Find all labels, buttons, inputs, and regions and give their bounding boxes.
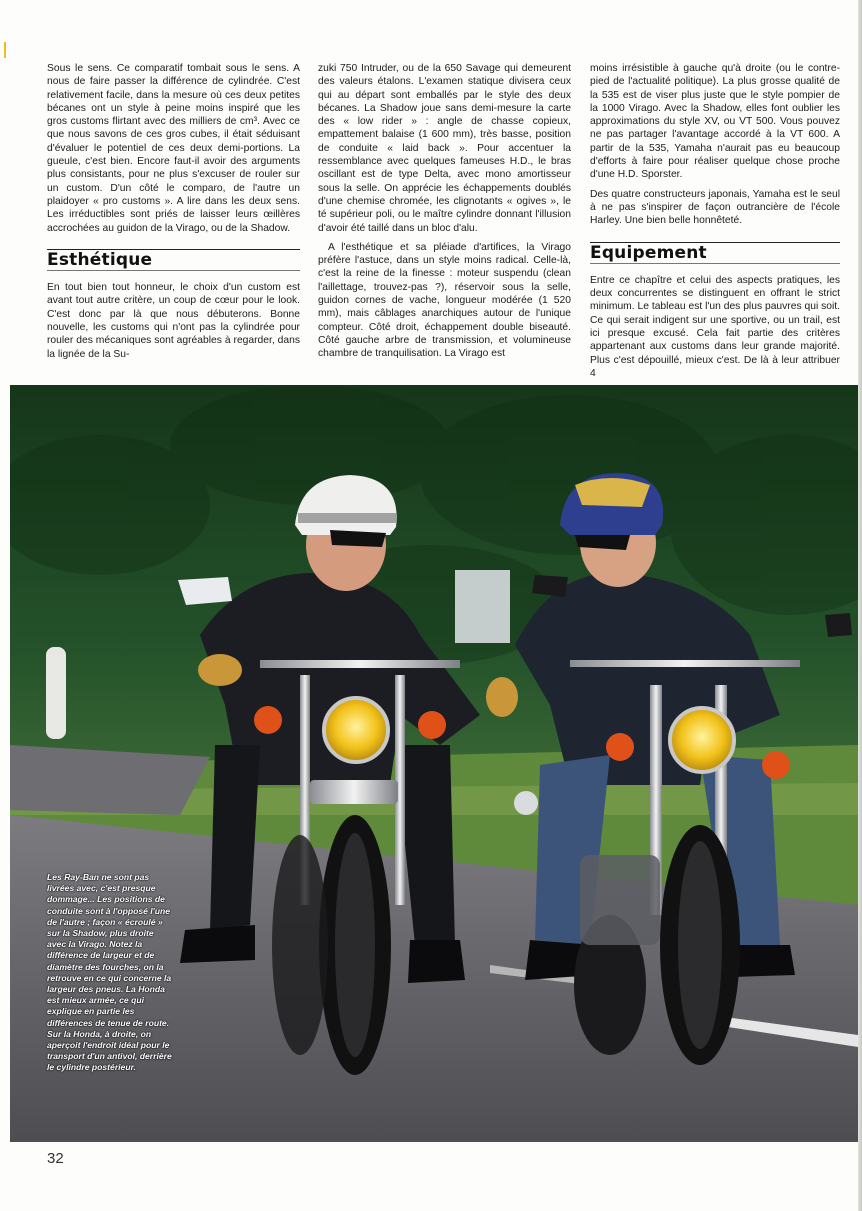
- heading-equipement: Equipement: [590, 242, 707, 263]
- section-heading-rule: [590, 242, 840, 264]
- column-2-paragraph-1: zuki 750 Intruder, ou de la 650 Savage qui demeurent des valeurs étalons. L'examen statique divisera ceux qui au départ sont emballés par le style des deux bécanes. La Shadow joue sans demi-mesure la carte des « low rider » : angle de chasse copieux, empattement balaise (1 600 mm), très basse, position de conduite « laid back ». Pour accentuer la ressemblance avec quelques fameuses H.D., le bras oscillant est de type Delta, avec mono amortisseur sous la selle. On apprécie les échappements doublés d'une chemise chromée, les clignotants « ogives », le té supérieur poli, ou le maître cylindre donnant l'illusion d'avoir été taillé dans un bloc d'alu.: [318, 63, 571, 234]
- column-3-paragraph-2: Des quatre constructeurs japonais, Yamaha est le seul à ne pas s'inspirer de façon outrancière de l'école Harley. Une bien belle honnêteté.: [590, 188, 840, 227]
- page-edge-shadow: [858, 0, 862, 1211]
- page-number: 32: [47, 1150, 64, 1167]
- column-3-paragraph-3: Entre ce chapître et celui des aspects pratiques, les deux concurrentes se distinguent en offrant le strict minimum. Le tableau est l'un des plus pauvres qui soit. Ce qui serait indigent sur une sportive, ou un trail, est ici presque excusé. Cela fait partie des critères appartenant aux customs dans leur grande majorité. Plus c'est dépouillé, mieux c'est. De là à leur attribuer 4: [590, 274, 840, 379]
- column-1-paragraph-2: En tout bien tout honneur, le choix d'un custom est avant tout autre critère, un coup de cœur pour le look. C'est donc par là que nous débuterons. Bonne nouvelle, les customs qui n'ont pas la cylindrée pour rouler des mécaniques sont agréables à regarder, dans la lignée de la Su-: [47, 282, 300, 360]
- column-3-paragraph-1: moins irrésistible à gauche qu'à droite (ou le contre-pied de l'actualité politique). La plus grosse qualité de la 535 est de viser plus juste que le style pompier de la 1000 Virago. Avec la Shadow, elles font oublier les approximations du style XV, ou VT 500. Vous pouvez ne pas partager l'avantage accordé à la VT 600. A partir de la 535, Yamaha n'aurait pas eu beaucoup d'efforts à faire pour réaliser quelque chose proche d'une H.D. Sporster.: [590, 63, 840, 181]
- column-2-paragraph-2: A l'esthétique et sa pléiade d'artifices, la Virago préfère l'astuce, dans un style moins radical. Celle-là, c'est la reine de la finesse : moteur suspendu (clean l'aillettage, trouvez-pas ?), réservoir sous la selle, guidon cornes de vache, longueur modérée (1 520 mm), mais câblages anarchiques autour de l'unique compteur. Côté droit, échappement double biseauté. Côté gauche arbre de transmission, et volumineuse chambre de tranquilisation. La Virago est: [318, 241, 571, 360]
- column-1-paragraph-1: Sous le sens. Ce comparatif tombait sous le sens. A nous de faire passer la différence de cylindrée. C'est relativement facile, dans la mesure où ces deux petites bécanes ont un style à peine moins inspiré que les gros customs flirtant avec des milliers de cm³. Avec ce que nous savons de ces gros cubes, il était séduisant d'évaluer le potentiel de ces deux demi-portions. La gueule, c'est bien. Encore faut-il avoir des arguments plus consistants, pour ne plus s'excuser de rouler sur un custom. D'un côté le comparo, de l'autre un plaidoyer « pro customs ». A lire dans les deux sens. Les irréductibles sont priés de laisser leurs œillères accrochées au guidon de la Virago, ou de la Shadow.: [47, 63, 300, 234]
- section-heading-rule: [47, 249, 300, 271]
- heading-esthetique: Esthétique: [47, 249, 153, 270]
- text-column-2: [318, 62, 571, 367]
- margin-mark: [4, 42, 6, 58]
- text-column-1: [47, 62, 300, 367]
- text-column-3: [590, 62, 840, 386]
- photo-caption: Les Ray-Ban ne sont pas livrées avec, c'est presque dommage... Les positions de conduite sont à l'opposé l'une de l'autre ; façon « écroulé » sur la Shadow, plus droite avec la Virago. Notez la différence de largeur et de diamètre des fourches, on la retrouve en ce qui concerne la largeur des pneus. La Honda est mieux armée, ce qui explique en partie les différences de tenue de route. Sur la Honda, à droite, on aperçoit l'endroit idéal pour le transport d'un antivol, derrière le cylindre postérieur.: [47, 872, 172, 1073]
